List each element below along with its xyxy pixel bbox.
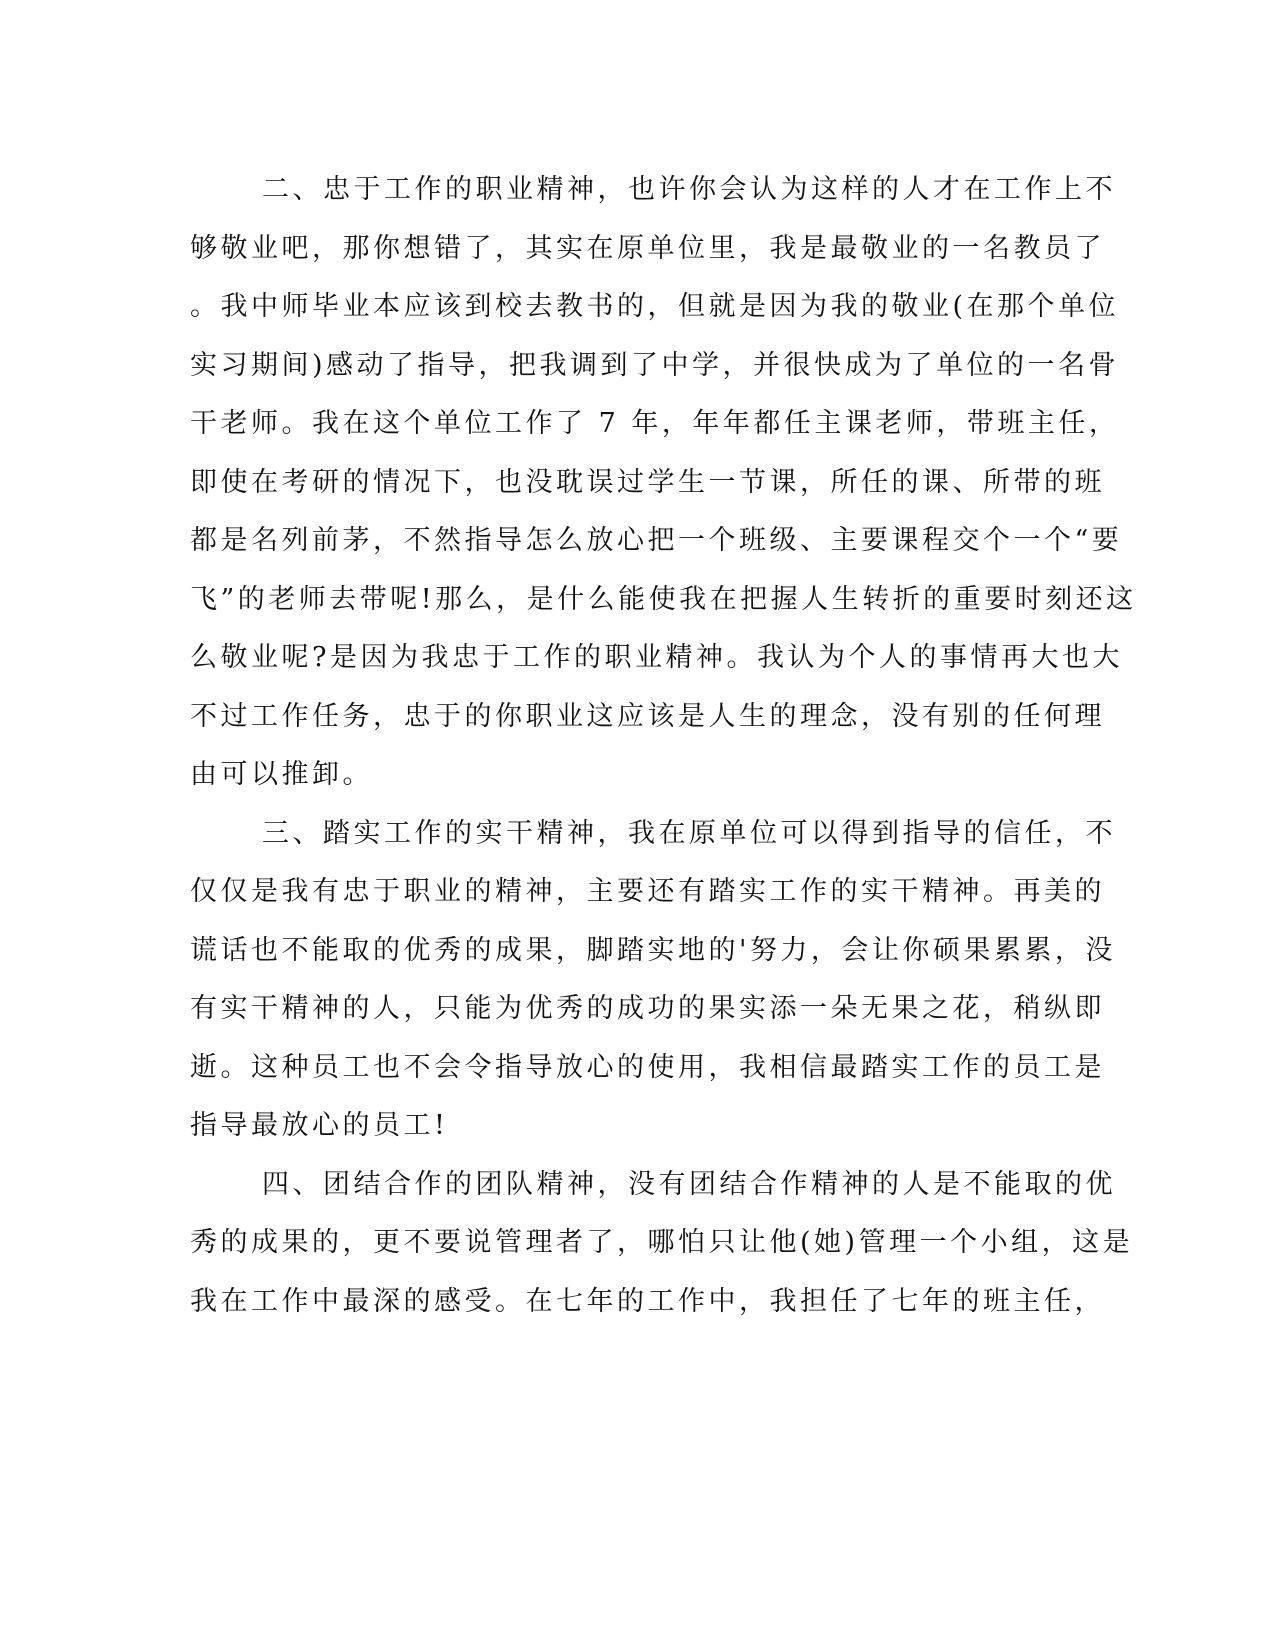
paragraph-4-line-3: 我在工作中最深的感受。在七年的工作中，我担任了七年的班主任，	[190, 1285, 1105, 1317]
paragraph-2-line-7: 都是名列前茅，不然指导怎么放心把一个班级、主要课程交个一个“要	[190, 525, 1123, 556]
paragraph-2-line-8: 飞”的老师去带呢!那么，是什么能使我在把握人生转折的重要时刻还这	[190, 583, 1137, 615]
paragraph-4-line-2: 秀的成果的，更不要说管理者了，哪怕只让他(她)管理一个小组，这是	[190, 1227, 1134, 1258]
paragraph-3-line-5: 逝。这种员工也不会令指导放心的使用，我相信最踏实工作的员工是	[190, 1051, 1105, 1083]
paragraph-3-line-1: 三、踏实工作的实干精神，我在原单位可以得到指导的信任，不	[262, 817, 1116, 849]
paragraph-3-line-2: 仅仅是我有忠于职业的精神，主要还有踏实工作的实干精神。再美的	[190, 876, 1105, 907]
paragraph-2-line-2: 够敬业吧，那你想错了，其实在原单位里，我是最敬业的一名教员了	[190, 232, 1105, 264]
paragraph-2-line-9: 么敬业呢?是因为我忠于工作的职业精神。我认为个人的事情再大也大	[190, 642, 1123, 673]
paragraph-2-line-5: 干老师。我在这个单位工作了 7 年，年年都任主课老师，带班主任，	[190, 408, 1120, 439]
paragraph-2-line-6: 即使在考研的情况下，也没耽误过学生一节课，所任的课、所带的班	[190, 466, 1105, 498]
paragraph-2-line-1: 二、忠于工作的职业精神，也许你会认为这样的人才在工作上不	[262, 174, 1116, 205]
paragraph-2-line-10: 不过工作任务，忠于的你职业这应该是人生的理念，没有别的任何理	[190, 700, 1105, 732]
paragraph-2-line-4: 实习期间)感动了指导，把我调到了中学，并很快成为了单位的一名骨	[190, 349, 1120, 381]
body-text	[190, 161, 1137, 1331]
paragraph-3-line-4: 有实干精神的人，只能为优秀的成功的果实添一朵无果之花，稍纵即	[190, 993, 1105, 1024]
paragraph-3-line-6: 指导最放心的员工!	[190, 1110, 449, 1141]
paragraph-3-line-3: 谎话也不能取的优秀的成果，脚踏实地的'努力，会让你硕果累累，没	[190, 934, 1116, 966]
paragraph-2-line-3: 。我中师毕业本应该到校去教书的，但就是因为我的敬业(在那个单位	[190, 291, 1120, 322]
paragraph-2-line-11: 由可以推卸。	[190, 759, 373, 790]
paragraph-4-line-1: 四、团结合作的团队精神，没有团结合作精神的人是不能取的优	[262, 1168, 1116, 1200]
